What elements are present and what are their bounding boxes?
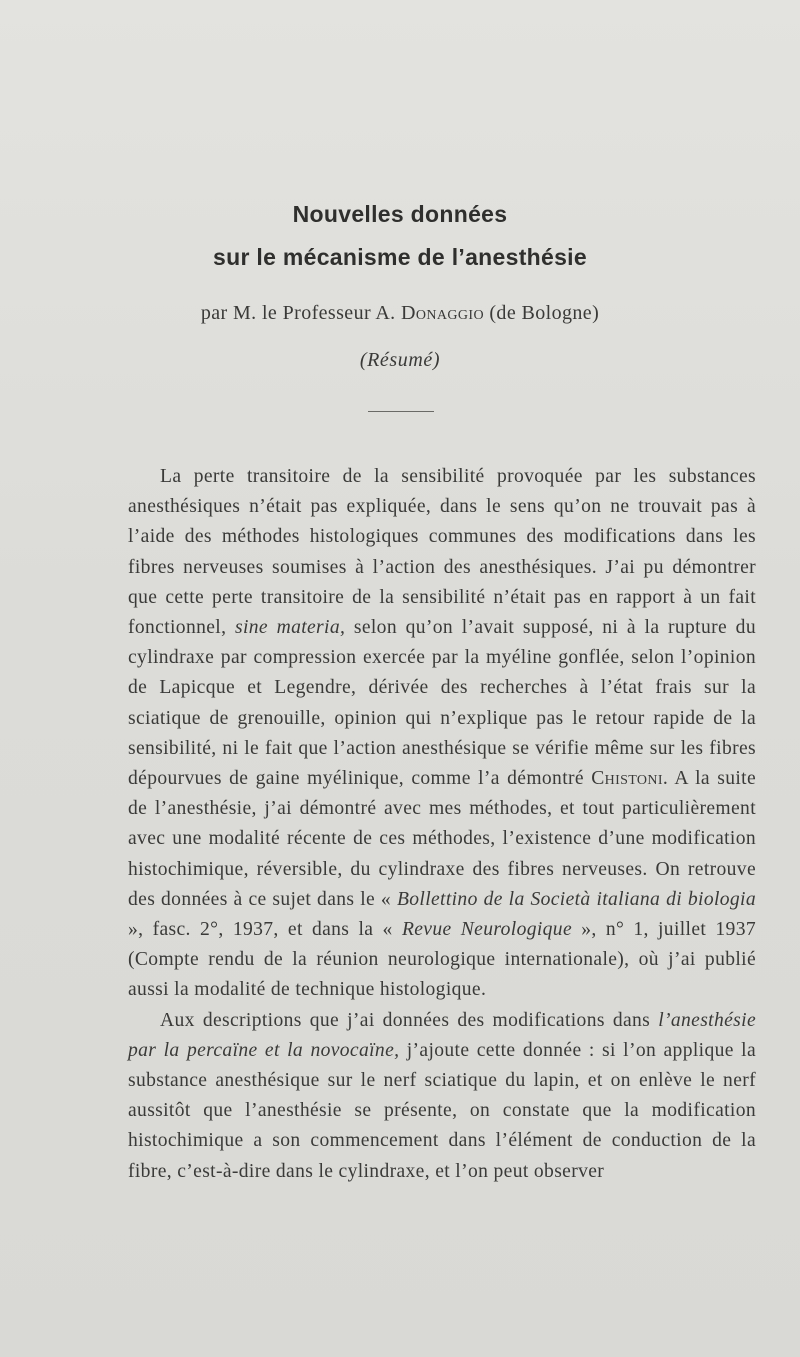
author-suffix: (de Bologne) bbox=[483, 302, 600, 324]
author-line bbox=[0, 302, 800, 325]
paragraph-1-text-e: », n° 1, juillet 1937 (Compte rendu de la réunion neurologique internationale), où j’ai publié aussi la modalité de technique histologique. bbox=[128, 919, 756, 1001]
paragraph-1-text-d: », fasc. 2°, 1937, et dans la « bbox=[128, 919, 402, 941]
subtitle-resume: (Résumé) bbox=[359, 349, 441, 371]
paragraph-1-italic-revue: Revue Neurologique bbox=[401, 919, 572, 941]
paragraph-2-text-a: Aux descriptions que j’ai données des modifications dans bbox=[160, 1009, 659, 1031]
section-divider bbox=[368, 411, 434, 412]
paragraph-2-text-b: j’ajoute cette donnée : si l’on applique la substance anesthésique sur le nerf sciatique du lapin, et on enlève le nerf aussitôt que l’anesthésie se présente, on constate que la modification histochimique a son commencement dans l’élément de conduction de la fibre, c’est-à-dire dans le cylindraxe, et l’on peut observer bbox=[128, 1039, 756, 1182]
author-prefix: par M. le Professeur A. bbox=[200, 302, 401, 324]
article-body bbox=[128, 462, 756, 1187]
paragraph-1-text-b: selon qu’on l’avait supposé, ni à la rupture du cylindraxe par compression exercée par la myéline gonflée, selon l’opinion de Lapicque et Legendre, dérivée des recherches à l’état frais sur la sciatique de grenouille, opinion qui n’explique pas le retour rapide de la sensibilité, ni le fait que l’action anesthésique se vérifie même sur les fibres dépourvues de gaine myélinique, comme l’a démontré bbox=[128, 617, 756, 790]
paragraph-1-italic-sine-materia: sine materia, bbox=[234, 617, 346, 639]
paragraph-1-text-c: . A la suite de l’anesthésie, j’ai démontré avec mes méthodes, et tout particulièrement avec une modalité récente de ces méthodes, l’existence d’une modification histochimique, réversible, du cylindraxe des fibres nerveuses. On retrouve des données à ce sujet dans le « bbox=[128, 768, 756, 910]
author-name: Donaggio bbox=[400, 302, 484, 324]
paragraph-1-text-a: La perte transitoire de la sensibilité provoquée par les substances anesthésiques n’était pas expliquée, dans le sens qu’on ne trouvait pas à l’aide des méthodes histologiques communes des modifications dans les fibres nerveuses soumises à l’action des anesthésiques. J’ai pu démontrer que cette perte transitoire de la sensibilité n’était pas en rapport à un fait fonctionnel, bbox=[128, 466, 756, 639]
article-title-line-1: Nouvelles données bbox=[292, 201, 508, 227]
paragraph-1-italic-bollettino: Bollettino de la Società italiana di biologia bbox=[396, 888, 756, 910]
article-title-line-2: sur le mécanisme de l’anesthésie bbox=[213, 244, 587, 270]
paragraph-1-author-chistoni: Chistoni bbox=[591, 768, 663, 790]
paragraph-2-italic-anesthesie: l’anesthésie par la percaïne et la novocaïne, bbox=[128, 1009, 756, 1061]
paragraph-1 bbox=[128, 462, 756, 1006]
paragraph-2 bbox=[128, 1006, 756, 1187]
